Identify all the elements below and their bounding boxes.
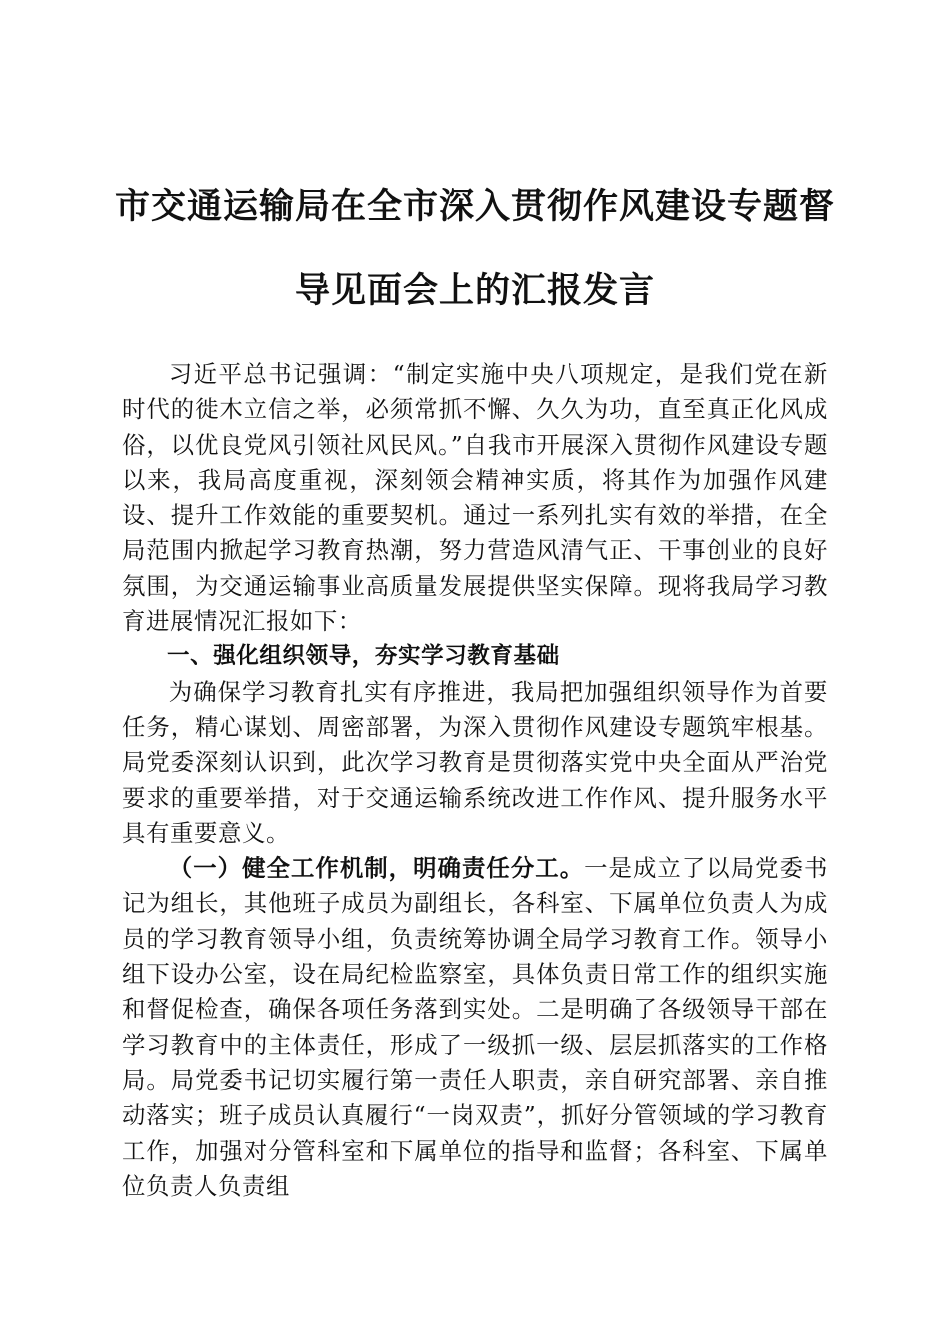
section-1-paragraph: 为确保学习教育扎实有序推进，我局把加强组织领导作为首要任务，精心谋划、周密部署，为深入贯彻作风建设专题筑牢根基。局党委深刻认识到，此次学习教育是贯彻落实党中央全面从严治党要求的重要举措，对于交通运输系统改进工作作风、提升服务水平具有重要意义。 (122, 677, 828, 847)
document-body (122, 357, 828, 1204)
subsection-1-body: 一是成立了以局党委书记为组长，其他班子成员为副组长，各科室、下属单位负责人为成员的学习教育领导小组，负责统筹协调全局学习教育工作。领导小组下设办公室，设在局纪检监察室，具体负责日常工作的组织实施和督促检查，确保各项任务落到实处。二是明确了各级领导干部在学习教育中的主体责任，形成了一级抓一级、层层抓落实的工作格局。局党委书记切实履行第一责任人职责，亲自研究部署、亲自推动落实；班子成员认真履行“一岗双责”，抓好分管领域的学习教育工作，加强对分管科室和下属单位的指导和监督；各科室、下属单位负责人负责组 (122, 854, 828, 1200)
document-title: 市交通运输局在全市深入贯彻作风建设专题督导见面会上的汇报发言 (114, 187, 835, 311)
subsection-1-paragraph (122, 851, 828, 1204)
subsection-1-heading: （一）健全工作机制，明确责任分工。 (168, 854, 585, 883)
intro-paragraph: 习近平总书记强调：“制定实施中央八项规定，是我们党在新时代的徙木立信之举，必须常抓不懈、久久为功，直至真正化风成俗，以优良党风引领社风民风。”自我市开展深入贯彻作风建设专题以来，我局高度重视，深刻领会精神实质，将其作为加强作风建设、提升工作效能的重要契机。通过一系列扎实有效的举措，在全局范围内掀起学习教育热潮，努力营造风清气正、干事创业的良好氛围，为交通运输事业高质量发展提供坚实保障。现将我局学习教育进展情况汇报如下： (122, 360, 828, 636)
section-1-heading: 一、强化组织领导，夯实学习教育基础 (167, 643, 560, 670)
